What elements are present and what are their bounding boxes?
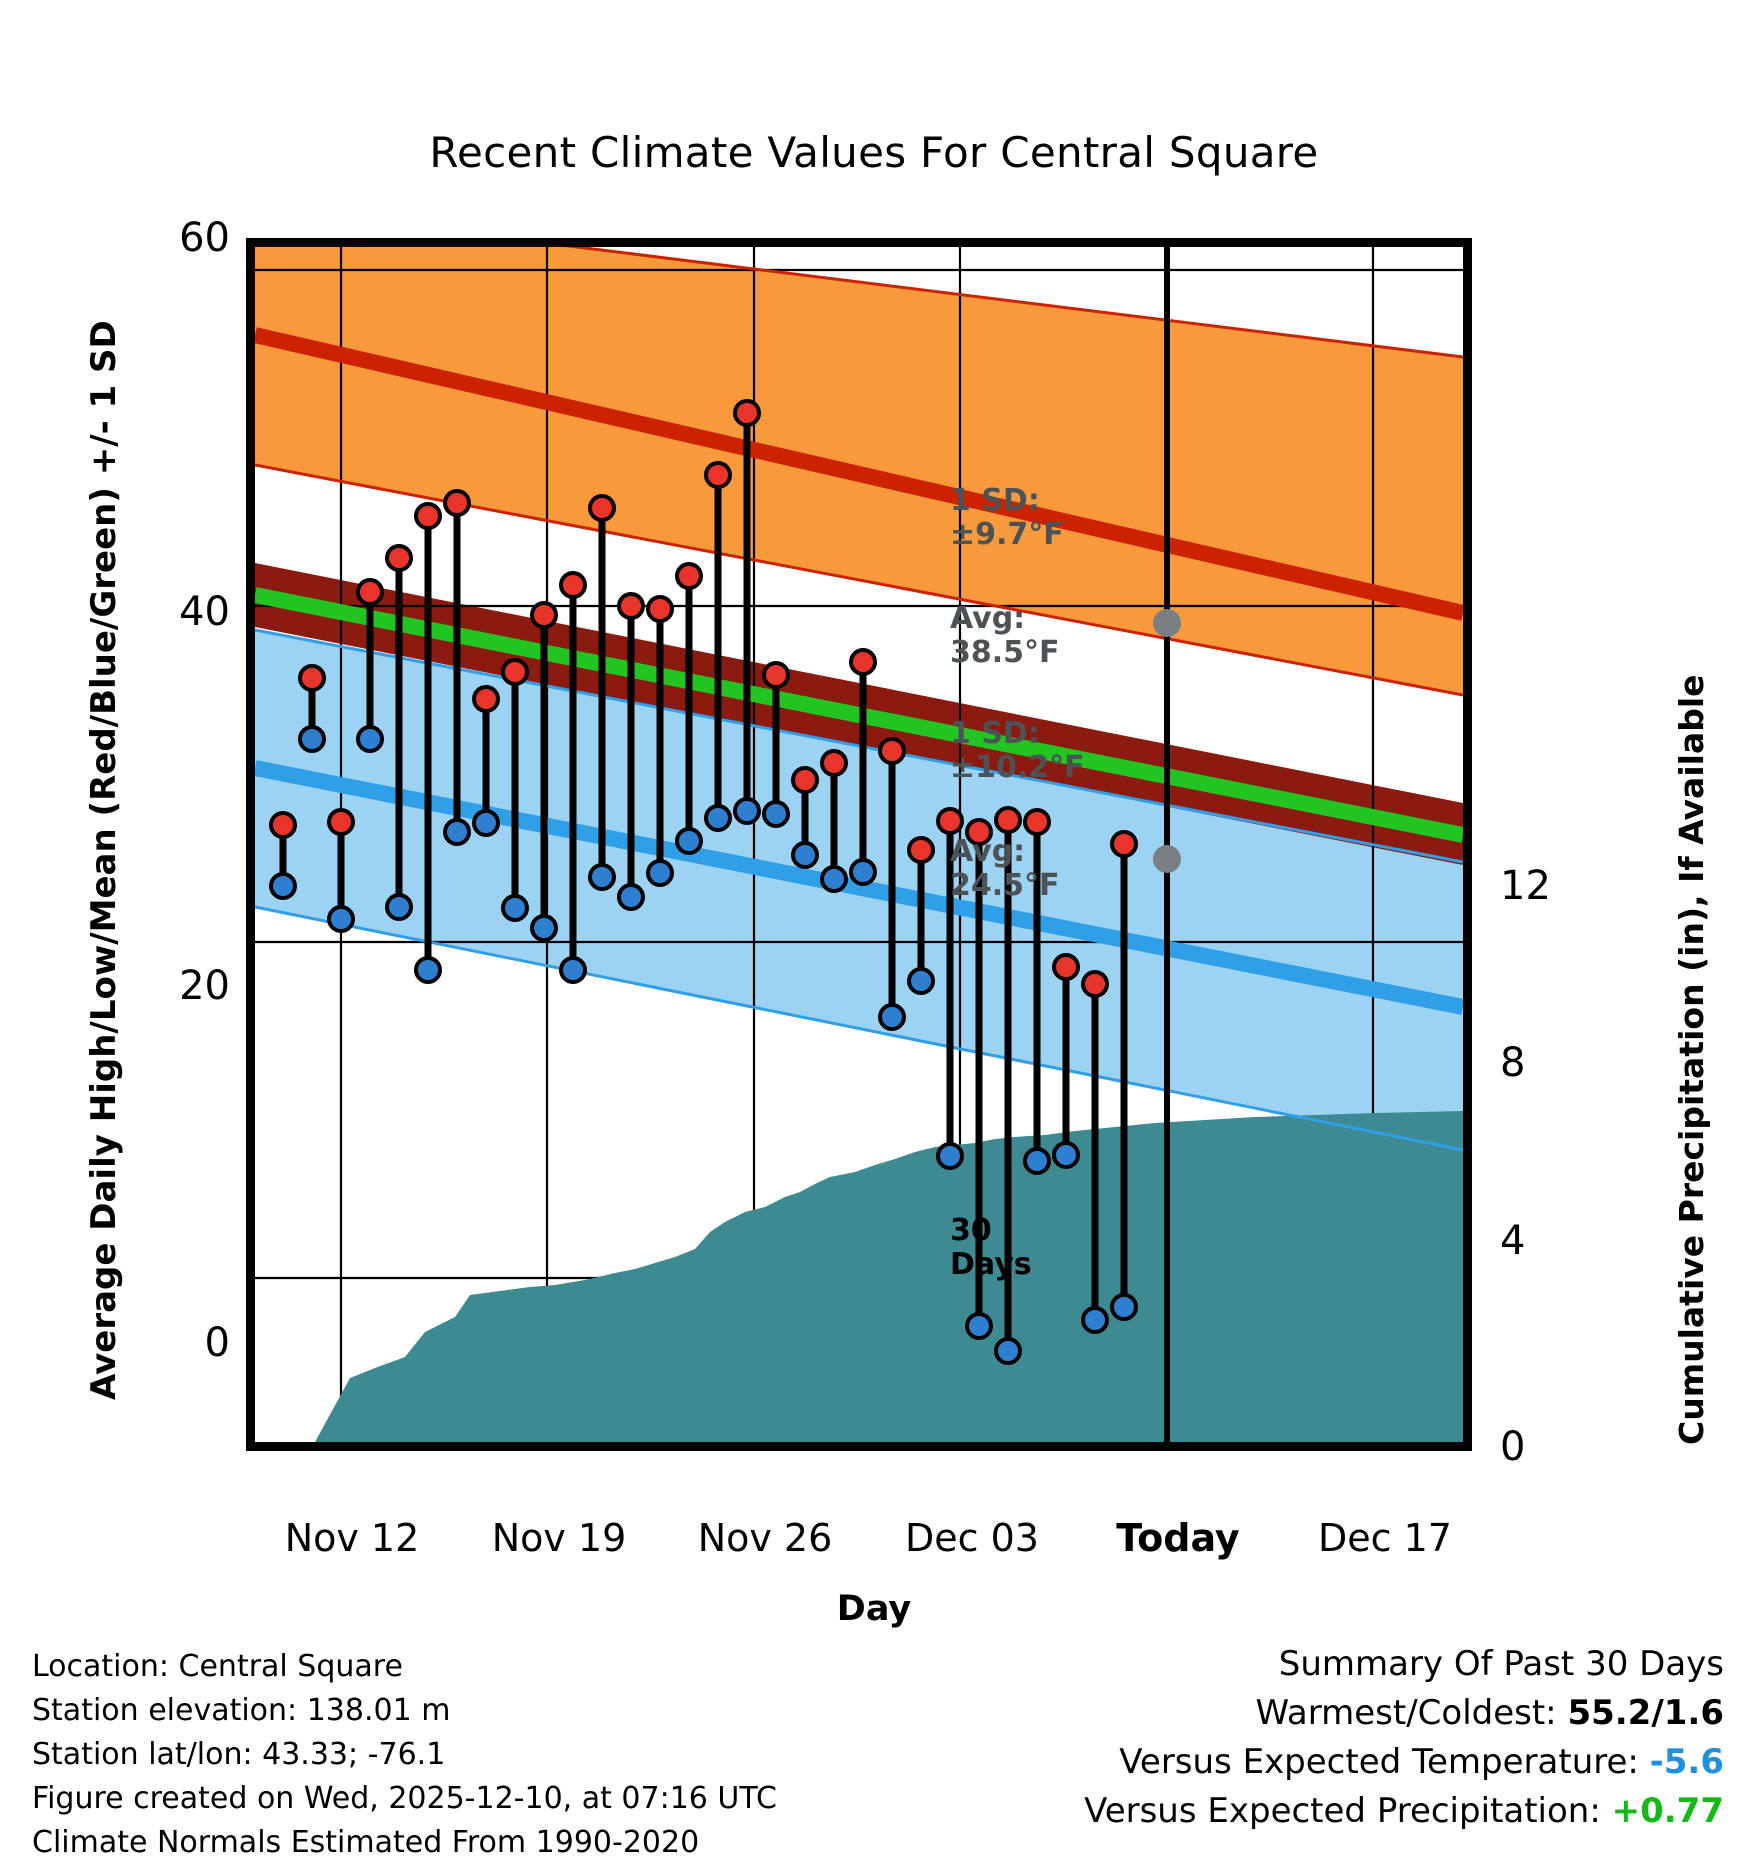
- y-axis-right-label: Cumulative Precipitation (in), If Available: [1672, 674, 1711, 1445]
- y-tick-right-8: 8: [1500, 1040, 1526, 1086]
- footer-created: Figure created on Wed, 2025-12-10, at 07:16 UTC: [32, 1781, 777, 1817]
- y-tick-right-4: 4: [1500, 1218, 1526, 1264]
- summary-row-vs-temp: [1084, 1738, 1724, 1787]
- summary-value-vs-precip: +0.77: [1611, 1790, 1724, 1831]
- annot-sd-low: 1 SD: ±10.2°F: [950, 716, 1085, 785]
- annot-avg-high: Avg: 38.5°F: [950, 601, 1060, 670]
- x-tick-nov26: Nov 26: [697, 1516, 833, 1560]
- y-tick-left-0: 0: [204, 1320, 230, 1366]
- footer-metadata: [32, 1645, 777, 1865]
- footer-normals: Climate Normals Estimated From 1990-2020: [32, 1825, 700, 1861]
- annot-avg-low: Avg: 24.5°F: [950, 834, 1060, 903]
- x-tick-nov12: Nov 12: [284, 1516, 420, 1560]
- x-tick-nov19: Nov 19: [491, 1516, 627, 1560]
- summary-value-vs-temp: -5.6: [1649, 1741, 1724, 1782]
- summary-row-warmest-coldest: [1084, 1689, 1724, 1738]
- y-axis-left-label: Average Daily High/Low/Mean (Red/Blue/Green) +/- 1 SD: [84, 320, 124, 1400]
- y-tick-left-60: 60: [179, 215, 230, 261]
- y-tick-right-0: 0: [1500, 1424, 1526, 1470]
- y-tick-right-12: 12: [1500, 863, 1551, 909]
- annot-sd-high: 1 SD: ±9.7°F: [950, 483, 1064, 552]
- summary-label-vs-precip: Versus Expected Precipitation:: [1084, 1790, 1601, 1831]
- x-tick-dec03: Dec 03: [905, 1516, 1039, 1560]
- summary-label-vs-temp: Versus Expected Temperature:: [1119, 1741, 1639, 1782]
- footer-latlon: Station lat/lon: 43.33; -76.1: [32, 1737, 446, 1773]
- summary-value-warmest-coldest: 55.2/1.6: [1567, 1692, 1724, 1733]
- precip-area: [255, 1111, 1463, 1442]
- plot-svg: [255, 247, 1463, 1442]
- summary-label-warmest-coldest: Warmest/Coldest:: [1255, 1692, 1557, 1733]
- today-avg-high-marker: [1153, 609, 1181, 637]
- y-tick-left-40: 40: [179, 589, 230, 635]
- x-axis-label: Day: [836, 1589, 912, 1629]
- summary-title: Summary Of Past 30 Days: [1278, 1644, 1724, 1684]
- footer-location: Location: Central Square: [32, 1649, 403, 1684]
- x-tick-dec17: Dec 17: [1318, 1516, 1452, 1560]
- plot-area: [246, 238, 1472, 1451]
- today-avg-low-marker: [1153, 845, 1181, 873]
- chart-title: Recent Climate Values For Central Square: [429, 128, 1319, 177]
- summary-panel: [1084, 1640, 1724, 1836]
- x-tick-today: Today: [1116, 1516, 1240, 1560]
- y-tick-left-20: 20: [179, 963, 230, 1009]
- summary-row-vs-precip: [1084, 1787, 1724, 1836]
- annot-thirty-days: 30 Days: [950, 1213, 1032, 1282]
- footer-elevation: Station elevation: 138.01 m: [32, 1693, 451, 1729]
